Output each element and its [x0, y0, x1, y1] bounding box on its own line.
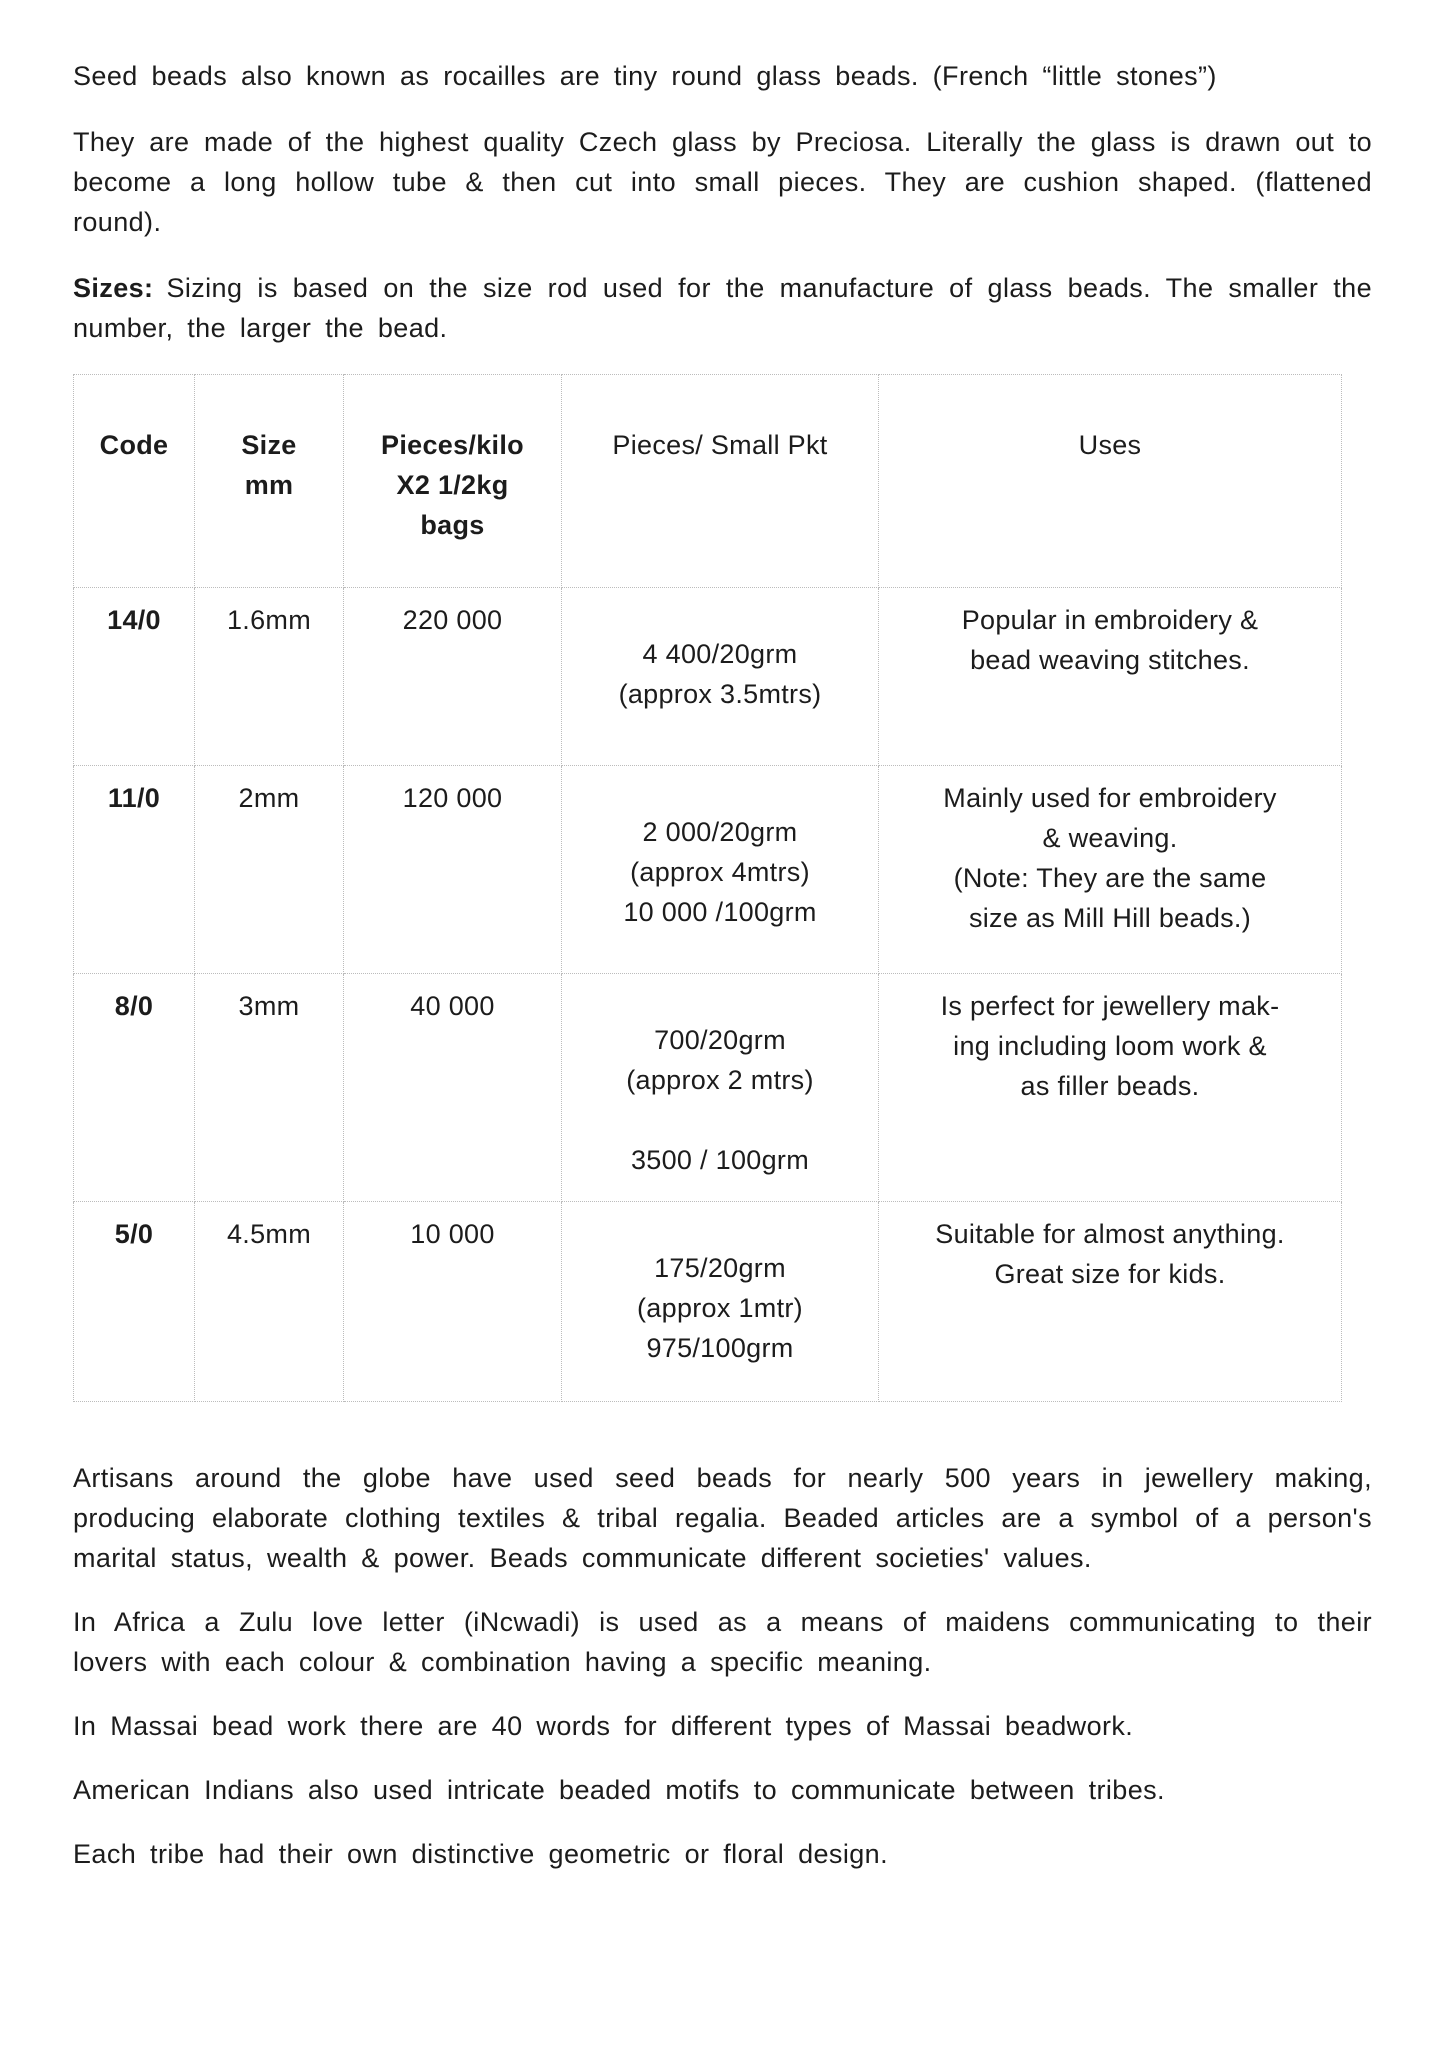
small-pkt-line: (approx 3.5mtrs) [618, 679, 822, 709]
uses-cell [879, 766, 1342, 974]
size-cell: 3mm [195, 974, 344, 1202]
uses-line: size as Mill Hill beads.) [968, 903, 1252, 933]
uses-line: as filler beads. [1020, 1071, 1200, 1101]
uses-line: Mainly used for embroidery [943, 783, 1277, 813]
header-cell-small-pkt [562, 375, 879, 588]
uses-cell [879, 974, 1342, 1202]
small-pkt-cell [562, 1202, 879, 1402]
header-label: mm [244, 470, 294, 500]
small-pkt-line: 975/100grm [646, 1333, 794, 1363]
table-row [74, 766, 1342, 974]
footer-paragraph-zulu: In Africa a Zulu love letter (iNcwadi) is used as a means of maidens communicating to their lovers with each colour & combination having a specific meaning. [73, 1607, 1372, 1677]
uses-cell [879, 588, 1342, 766]
size-cell: 4.5mm [195, 1202, 344, 1402]
intro-paragraph-2: They are made of the highest quality Czech glass by Preciosa. Literally the glass is drawn out to become a long hollow tube & then cut into small pieces. They are cushion shaped. (flattened round). [73, 127, 1372, 237]
pieces-kilo-cell: 10 000 [344, 1202, 562, 1402]
code-cell: 8/0 [74, 974, 195, 1202]
small-pkt-line: 175/20grm [654, 1253, 786, 1283]
small-pkt-line: 10 000 /100grm [623, 897, 817, 927]
footer-text-block [73, 1458, 1372, 1874]
pieces-kilo-cell: 120 000 [344, 766, 562, 974]
uses-line: Popular in embroidery & [961, 605, 1259, 635]
small-pkt-line: 3500 / 100grm [630, 1145, 809, 1175]
small-pkt-line: 700/20grm [654, 1025, 786, 1055]
uses-line: ing including loom work & [953, 1031, 1267, 1061]
header-cell-code [74, 375, 195, 588]
code-cell: 14/0 [74, 588, 195, 766]
header-label: Uses [1078, 430, 1142, 460]
uses-line: & weaving. [1042, 823, 1178, 853]
small-pkt-line: (approx 4mtrs) [630, 857, 810, 887]
uses-cell [879, 1202, 1342, 1402]
small-pkt-line: (approx 1mtr) [637, 1293, 803, 1323]
header-cell-uses [879, 375, 1342, 588]
header-label: Code [99, 430, 169, 460]
code-cell: 5/0 [74, 1202, 195, 1402]
small-pkt-cell [562, 588, 879, 766]
header-label: X2 1/2kg [396, 470, 509, 500]
small-pkt-cell [562, 766, 879, 974]
small-pkt-cell [562, 974, 879, 1202]
small-pkt-line [562, 1100, 878, 1140]
small-pkt-line: 4 400/20grm [642, 639, 798, 669]
uses-line: Great size for kids. [994, 1259, 1226, 1289]
intro-paragraph-1: Seed beads also known as rocailles are tiny round glass beads. (French “little stones”) [73, 61, 1217, 91]
pieces-kilo-cell: 40 000 [344, 974, 562, 1202]
table-row [74, 588, 1342, 766]
size-cell: 2mm [195, 766, 344, 974]
uses-line: bead weaving stitches. [970, 645, 1250, 675]
uses-line: Suitable for almost anything. [935, 1219, 1285, 1249]
sizes-text: Sizing is based on the size rod used for the manufacture of glass beads. The smaller the number, the larger the bead. [73, 273, 1372, 343]
code-cell: 11/0 [74, 766, 195, 974]
uses-line: Is perfect for jewellery mak- [940, 991, 1280, 1021]
small-pkt-line: 2 000/20grm [642, 817, 798, 847]
footer-paragraph-massai: In Massai bead work there are 40 words for different types of Massai beadwork. [73, 1711, 1134, 1741]
uses-line: (Note: They are the same [953, 863, 1267, 893]
table-row [74, 1202, 1342, 1402]
header-label: bags [420, 510, 485, 540]
sizes-label: Sizes: [73, 273, 154, 303]
pieces-kilo-cell: 220 000 [344, 588, 562, 766]
footer-paragraph-tribe-design: Each tribe had their own distinctive geometric or floral design. [73, 1839, 888, 1869]
header-cell-pieces-kilo [344, 375, 562, 588]
seed-bead-size-table [73, 374, 1342, 1402]
small-pkt-line: (approx 2 mtrs) [626, 1065, 814, 1095]
header-label: Size [241, 430, 297, 460]
sizes-paragraph [73, 268, 1372, 348]
header-cell-size [195, 375, 344, 588]
size-cell: 1.6mm [195, 588, 344, 766]
header-label: Pieces/ Small Pkt [612, 430, 828, 460]
footer-paragraph-artisans: Artisans around the globe have used seed beads for nearly 500 years in jewellery making, producing elaborate clothing textiles & tribal regalia. Beaded articles are a symbol of a person's marital status, wealth & power. Beads communicate different societies' values. [73, 1463, 1372, 1573]
header-label: Pieces/kilo [381, 430, 524, 460]
table-row [74, 974, 1342, 1202]
table-header-row [74, 375, 1342, 588]
footer-paragraph-american-indians: American Indians also used intricate beaded motifs to communicate between tribes. [73, 1775, 1165, 1805]
